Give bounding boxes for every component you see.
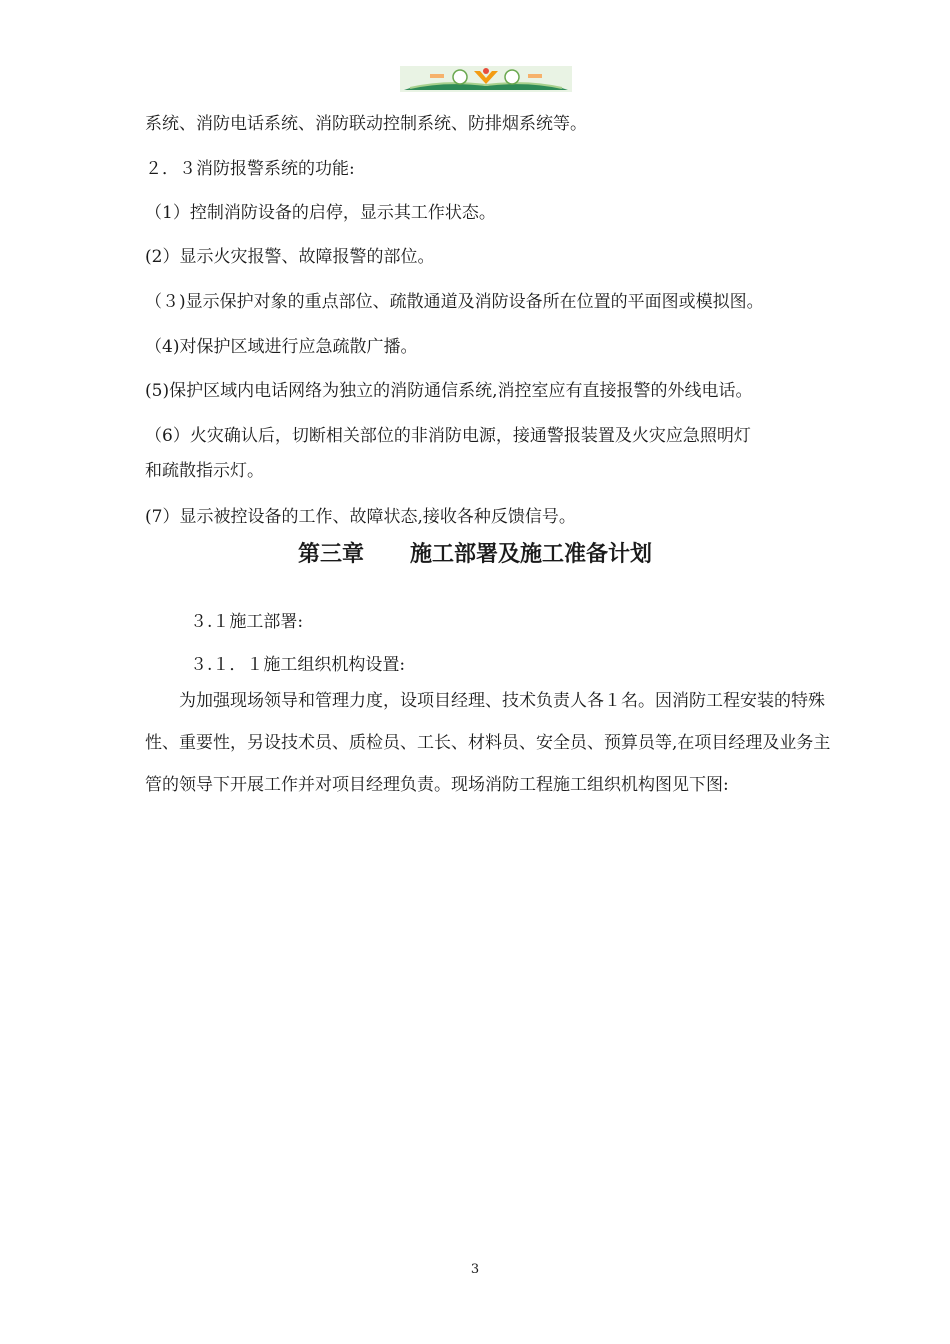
chapter-title: 第三章 施工部署及施工准备计划 <box>298 542 652 567</box>
organization-paragraph-text: 为加强现场领导和管理力度，设项目经理、技术负责人各１名。因消防工程安装的特殊性、重要性，另设技术员、质检员、工长、材料员、安全员、预算员等,在项目经理及业务主管的领导下开展工作并对项目经理负责。现场消防工程施工组织机构图见下图: <box>145 691 831 795</box>
function-item-7: (7）显示被控设备的工作、故障状态,接收各种反馈信号。 <box>145 507 576 527</box>
function-item-2: (2）显示火灾报警、故障报警的部位。 <box>145 247 435 267</box>
section-2-3-heading: ２．３消防报警系统的功能: <box>145 159 355 179</box>
function-item-3: （３)显示保护对象的重点部位、疏散通道及消防设备所在位置的平面图或模拟图。 <box>145 292 764 312</box>
section-3-1-1-heading: ３.１．１施工组织机构设置: <box>190 655 406 675</box>
continuation-line: 系统、消防电话系统、消防联动控制系统、防排烟系统等。 <box>145 114 587 134</box>
page-number: 3 <box>470 1262 480 1277</box>
function-item-4: （4)对保护区域进行应急疏散广播。 <box>145 337 418 357</box>
function-item-6-continued: 和疏散指示灯。 <box>145 461 264 481</box>
book-with-trees-logo <box>400 66 572 92</box>
function-item-5: (5)保护区域内电话网络为独立的消防通信系统,消控室应有直接报警的外线电话。 <box>145 381 753 401</box>
section-3-1-heading: ３.１施工部署: <box>190 612 304 632</box>
function-item-1: （1）控制消防设备的启停，显示其工作状态。 <box>145 203 496 223</box>
function-item-6: （6）火灾确认后，切断相关部位的非消防电源，接通警报装置及火灾应急照明灯 <box>145 426 751 446</box>
organization-paragraph <box>145 680 835 806</box>
